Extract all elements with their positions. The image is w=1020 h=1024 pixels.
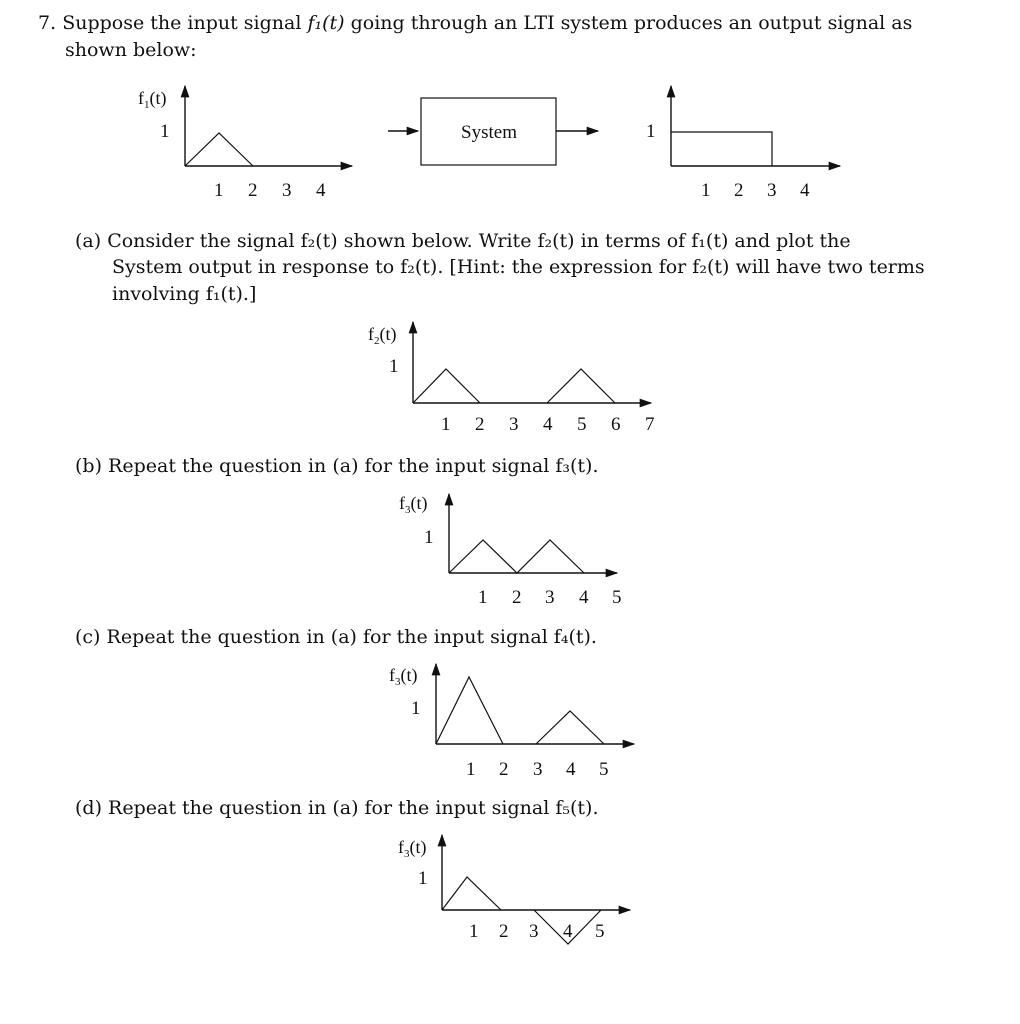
part-c-label: (c) [75, 626, 101, 648]
f4-tall-triangle [436, 677, 503, 744]
f2-tick-3: 3 [509, 414, 519, 435]
input-signal-graph [138, 86, 352, 201]
f2-tick-2: 2 [475, 414, 485, 435]
problem-signal-f1: f₁(t) [307, 12, 345, 34]
f5-tick-1: 1 [469, 921, 479, 942]
part-c-text: Repeat the question in (a) for the input signal f₄(t). [106, 626, 597, 648]
output-amplitude-label: 1 [646, 121, 656, 142]
f4-tick-5: 5 [599, 759, 609, 780]
part-a-text1: Consider the signal f₂(t) shown below. Write f₂(t) in terms of f₁(t) and plot the [107, 230, 851, 252]
f5-amplitude-label: 1 [418, 868, 428, 889]
part-b-text: Repeat the question in (a) for the input signal f₃(t). [108, 455, 599, 477]
input-tick-1: 1 [214, 180, 224, 201]
f3-tick-2: 2 [512, 587, 522, 608]
f2-tick-4: 4 [543, 414, 553, 435]
f5-tick-5: 5 [595, 921, 605, 942]
problem-text-a: Suppose the input signal [62, 12, 308, 34]
problem-text-c: going through an LTI system produces an output signal as [344, 12, 913, 34]
f3-tick-1: 1 [478, 587, 488, 608]
f2-tick-6: 6 [611, 414, 621, 435]
f2-tick-7: 7 [645, 414, 655, 435]
f4-signal-graph [389, 664, 634, 780]
input-tick-3: 3 [282, 180, 292, 201]
part-a-label: (a) [75, 230, 102, 252]
f3-tick-3: 3 [545, 587, 555, 608]
input-tick-2: 2 [248, 180, 258, 201]
f5-tick-4: 4 [563, 921, 573, 942]
f4-tick-2: 2 [499, 759, 509, 780]
f2-triangle-2 [547, 369, 615, 403]
f4-signal-label: $f_3(t)$ [389, 665, 418, 688]
f2-tick-5: 5 [577, 414, 587, 435]
f3-tick-5: 5 [612, 587, 622, 608]
f3-signal-label: $f_3(t)$ [399, 493, 428, 516]
output-tick-3: 3 [767, 180, 777, 201]
f4-tick-4: 4 [566, 759, 576, 780]
input-triangle-pulse [185, 133, 253, 166]
part-d-text: Repeat the question in (a) for the input signal f₅(t). [108, 797, 599, 819]
f2-triangle-1 [413, 369, 480, 403]
f2-tick-1: 1 [441, 414, 451, 435]
input-signal-label: $f_1(t)$ [138, 88, 167, 111]
part-a-line2: System output in response to f₂(t). [Hint: the expression for f₂(t) will have two terms [112, 256, 925, 278]
f4-tick-3: 3 [533, 759, 543, 780]
f2-amplitude-label: 1 [389, 356, 399, 377]
f3-signal-graph [399, 493, 622, 608]
f3-tick-4: 4 [579, 587, 589, 608]
output-tick-1: 1 [701, 180, 711, 201]
f5-tick-3: 3 [529, 921, 539, 942]
f5-signal-label: $f_3(t)$ [398, 837, 427, 860]
input-amplitude-label: 1 [160, 121, 170, 142]
input-tick-4: 4 [316, 180, 326, 201]
part-b-label: (b) [75, 455, 102, 477]
system-block-diagram [388, 98, 598, 165]
output-rectangular-pulse [671, 132, 772, 166]
output-signal-graph [646, 86, 840, 201]
f5-tick-2: 2 [499, 921, 509, 942]
f4-tick-1: 1 [466, 759, 476, 780]
f5-signal-graph [398, 835, 630, 944]
problem-number: 7. [38, 12, 57, 34]
part-a-line3: involving f₁(t).] [112, 283, 257, 305]
part-d-label: (d) [75, 797, 102, 819]
f4-unit-triangle [536, 711, 604, 744]
output-tick-2: 2 [734, 180, 744, 201]
system-box-label: System [461, 122, 517, 143]
f3-double-triangle [449, 540, 584, 573]
output-tick-4: 4 [800, 180, 810, 201]
f2-signal-graph [368, 322, 655, 435]
f4-amplitude-label: 1 [411, 698, 421, 719]
f5-positive-triangle [442, 877, 501, 910]
problem-statement-line2: shown below: [65, 39, 197, 61]
f2-signal-label: $f_2(t)$ [368, 324, 397, 347]
f3-amplitude-label: 1 [424, 527, 434, 548]
